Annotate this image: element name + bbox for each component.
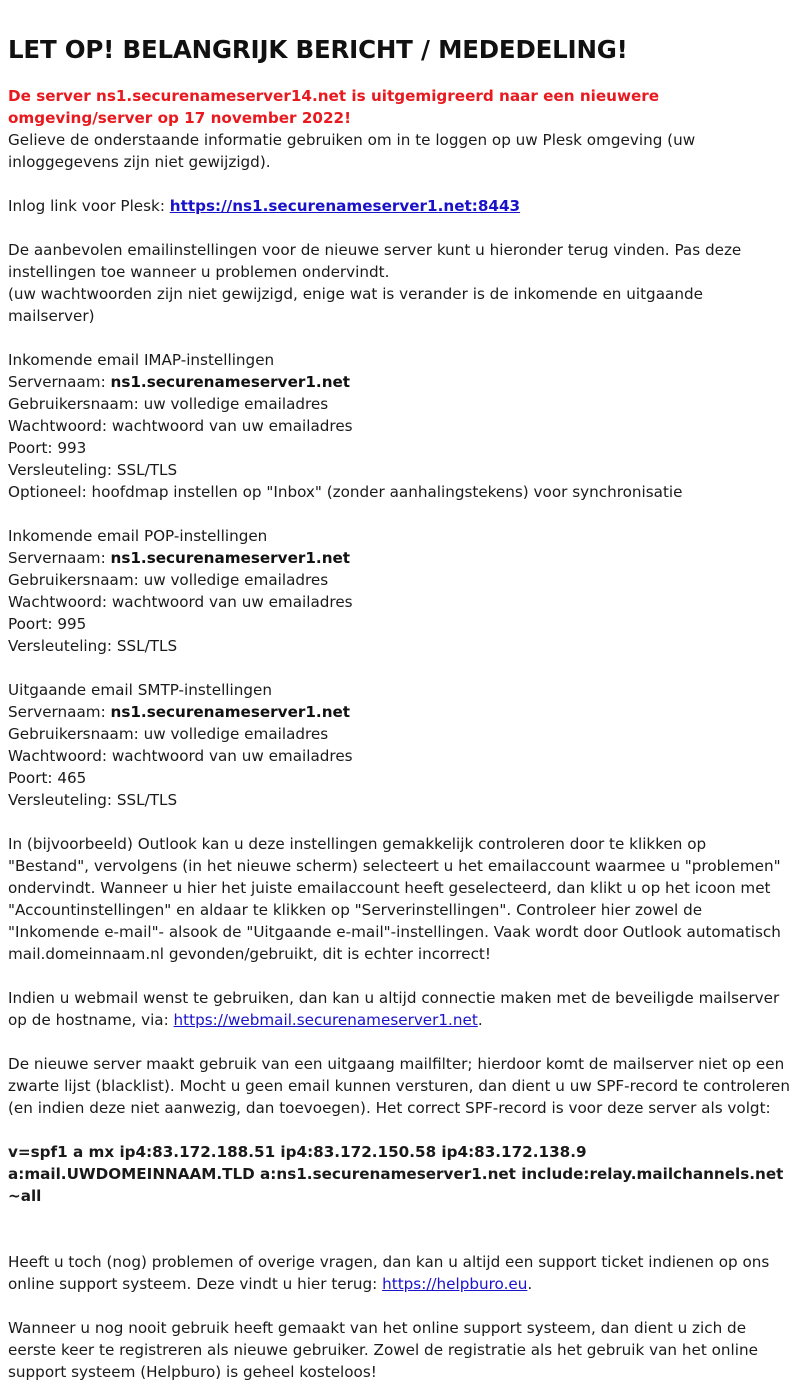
webmail-link[interactable]: https://webmail.securenameserver1.net [173,1011,478,1029]
outlook-block [8,833,792,965]
smtp-heading: Uitgaande email SMTP-instellingen [8,681,272,699]
smtp-settings [8,679,792,811]
recommend-text: De aanbevolen emailinstellingen voor de nieuwe server kunt u hieronder terug vinden. Pas deze instellingen toe wanneer u problemen ondervindt. [8,241,742,281]
intro-text: Gelieve de onderstaande informatie gebruiken om in te loggen op uw Plesk omgeving (uw inloggegevens zijn niet gewijzigd). [8,131,696,171]
migration-alert: De server ns1.securenameserver14.net is uitgemigreerd naar een nieuwere omgeving/server op 17 november 2022! [8,87,660,127]
pop-port: Poort: 995 [8,615,87,633]
smtp-encryption: Versleuteling: SSL/TLS [8,791,178,809]
filter-text: De nieuwe server maakt gebruik van een uitgaang mailfilter; hierdoor komt de mailserver niet op een zwarte lijst (blacklist). Mocht u geen email kunnen versturen, dan dient u uw SPF-record te controleren (en indien deze niet aanwezig, dan toevoegen). Het correct SPF-record is voor deze server als volgt: [8,1055,790,1117]
intro-block [8,85,792,173]
imap-server-value: ns1.securenameserver1.net [110,373,351,391]
support-block [8,1251,792,1295]
imap-settings [8,349,792,503]
webmail-after: . [477,1011,483,1029]
smtp-server-label: Servernaam: [8,703,111,721]
pop-server-value: ns1.securenameserver1.net [110,549,351,567]
plesk-block [8,195,792,217]
register-block [8,1317,792,1383]
pop-server [8,547,792,569]
pop-encryption: Versleuteling: SSL/TLS [8,637,178,655]
smtp-server-value: ns1.securenameserver1.net [110,703,351,721]
recommend-note: (uw wachtwoorden zijn niet gewijzigd, enige wat is verander is de inkomende en uitgaande mailserver) [8,285,703,325]
support-after: . [527,1275,533,1293]
imap-password: Wachtwoord: wachtwoord van uw emailadres [8,417,353,435]
support-text: Heeft u toch (nog) problemen of overige vragen, dan kan u altijd een support ticket indienen op ons online support systeem. Deze vindt u hier terug: [8,1253,770,1293]
filter-block [8,1053,792,1119]
page-title: LET OP! BELANGRIJK BERICHT / MEDEDELING! [8,35,628,64]
plesk-label: Inlog link voor Plesk: [8,197,170,215]
pop-username: Gebruikersnaam: uw volledige emailadres [8,571,329,589]
plesk-line [8,195,792,217]
smtp-password: Wachtwoord: wachtwoord van uw emailadres [8,747,353,765]
imap-server [8,371,792,393]
plesk-link[interactable]: https://ns1.securenameserver1.net:8443 [169,197,521,215]
recommend-block [8,239,792,327]
webmail-text: Indien u webmail wenst te gebruiken, dan kan u altijd connectie maken met de beveiligde mailserver op de hostname, via: [8,989,780,1029]
outlook-instructions: In (bijvoorbeeld) Outlook kan u deze instellingen gemakkelijk controleren door te klikken op "Bestand", vervolgens (in het nieuwe scherm) selecteert u het emailaccount waarmee u "problemen" ondervindt. Wanneer u hier het juiste emailaccount heeft geselecteerd, dan klikt u op het icoon met "Accountinstellingen" en aldaar te klikken op "Serverinstellingen". Controleer hier zowel de "Inkomende e-mail"- alsook de "Uitgaande e-mail"-instellingen. Vaak wordt door Outlook automatisch mail.domeinnaam.nl gevonden/gebruikt, dit is echter incorrect! [8,835,781,963]
webmail-line [8,987,792,1031]
spf-record: v=spf1 a mx ip4:83.172.188.51 ip4:83.172.150.58 ip4:83.172.138.9 a:mail.UWDOMEINNAAM.TLD a:ns1.securenameserver1.net include:relay.mailchannels.net ~all [8,1143,784,1205]
imap-heading: Inkomende email IMAP-instellingen [8,351,275,369]
pop-heading: Inkomende email POP-instellingen [8,527,268,545]
support-line [8,1251,792,1295]
smtp-username: Gebruikersnaam: uw volledige emailadres [8,725,329,743]
webmail-block [8,987,792,1031]
smtp-port: Poort: 465 [8,769,87,787]
pop-password: Wachtwoord: wachtwoord van uw emailadres [8,593,353,611]
imap-server-label: Servernaam: [8,373,111,391]
pop-settings [8,525,792,657]
support-link[interactable]: https://helpburo.eu [382,1275,528,1293]
imap-encryption: Versleuteling: SSL/TLS [8,461,178,479]
imap-username: Gebruikersnaam: uw volledige emailadres [8,395,329,413]
smtp-server [8,701,792,723]
register-text: Wanneer u nog nooit gebruik heeft gemaakt van het online support systeem, dan dient u zich de eerste keer te registreren als nieuwe gebruiker. Zowel de registratie als het gebruik van het online support systeem (Helpburo) is geheel kosteloos! [8,1319,758,1381]
imap-port: Poort: 993 [8,439,87,457]
pop-server-label: Servernaam: [8,549,111,567]
imap-optional: Optioneel: hoofdmap instellen op "Inbox" (zonder aanhalingstekens) voor synchronisatie [8,483,683,501]
